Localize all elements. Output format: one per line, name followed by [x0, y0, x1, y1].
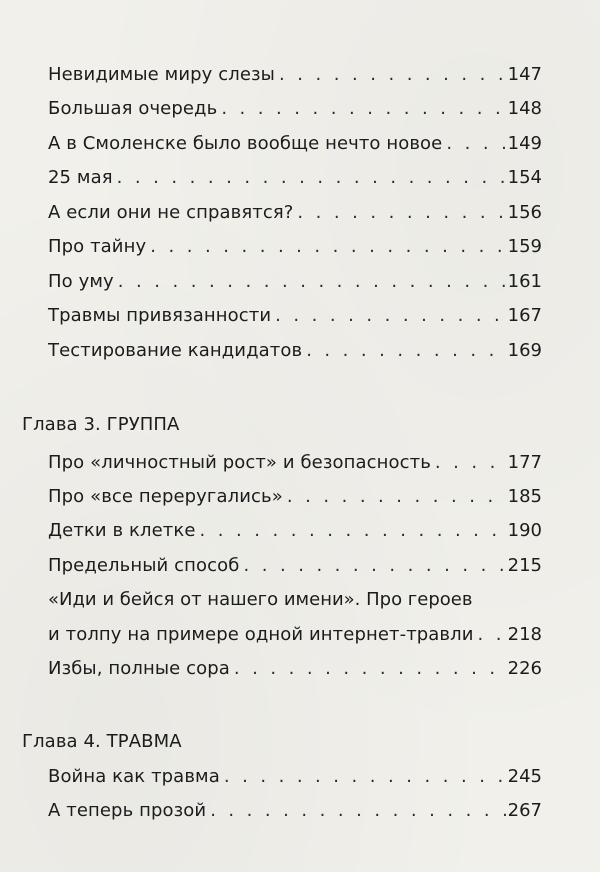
toc-entry: [48, 624, 542, 646]
dot-leader: [279, 64, 506, 86]
dot-leader: [224, 766, 506, 788]
toc-entry: [48, 452, 542, 474]
dot-leader: [117, 167, 506, 189]
dot-leader: [243, 555, 505, 577]
dot-leader: [118, 271, 506, 293]
toc-entry: [48, 766, 542, 788]
toc-entry-page: 161: [507, 271, 542, 292]
toc-entry: [48, 658, 542, 680]
dot-leader: [287, 486, 506, 508]
toc-entry-title: Большая очередь: [48, 98, 218, 119]
toc-entry-page: 167: [507, 305, 542, 326]
toc-entry-title: Тестирование кандидатов: [48, 340, 303, 361]
toc-entry: [48, 271, 542, 293]
toc-entry: [48, 340, 542, 362]
dot-leader: [150, 236, 505, 258]
dot-leader: [297, 202, 505, 224]
toc-entry-title: 25 мая: [48, 167, 113, 188]
dot-leader: [234, 658, 506, 680]
toc-entry-page: 177: [507, 452, 542, 473]
toc-entry-page: 267: [507, 800, 542, 821]
toc-entry: [48, 202, 542, 224]
dot-leader: [200, 520, 506, 542]
toc-entry-page: 156: [507, 202, 542, 223]
toc-entry-title: А теперь прозой: [48, 800, 207, 821]
toc-entry-page: 185: [507, 486, 542, 507]
toc-entry-title: По уму: [48, 271, 114, 292]
toc-entry-page: 226: [507, 658, 542, 679]
toc-entry-page: 215: [507, 555, 542, 576]
toc-entry-title: Про «личностный рост» и безопасность: [48, 452, 431, 473]
dot-leader: [478, 624, 506, 646]
toc-entry-page: 147: [507, 64, 542, 85]
toc-entry-page: 245: [507, 766, 542, 787]
toc-entry: [48, 305, 542, 327]
toc-entry: [48, 555, 542, 577]
dot-leader: [275, 305, 506, 327]
dot-leader: [221, 98, 505, 120]
toc-entry-title-line2: и толпу на примере одной интернет-травли: [48, 624, 474, 645]
toc-entry: [48, 64, 542, 86]
toc-entry-page: 148: [507, 98, 542, 119]
dot-leader: [306, 340, 505, 362]
toc-entry-page: 154: [507, 167, 542, 188]
toc-entry-title: Избы, полные сора: [48, 658, 230, 679]
toc-entry-title: Детки в клетке: [48, 520, 196, 541]
chapter-title: Глава 3. ГРУППА: [22, 414, 180, 435]
toc-entry: [48, 133, 542, 155]
toc-entry-title: Предельный способ: [48, 555, 240, 576]
toc-entry-page: 149: [507, 133, 542, 154]
dot-leader: [435, 452, 506, 474]
toc-entry-page: 218: [507, 624, 542, 645]
toc-entry-page: 190: [507, 520, 542, 541]
toc-entry: [48, 520, 542, 542]
toc-entry-title: А если они не справятся?: [48, 202, 294, 223]
dot-leader: [446, 133, 505, 155]
toc-entry-title: А в Смоленске было вообще нечто новое: [48, 133, 443, 154]
toc-entry: [48, 236, 542, 258]
toc-entry-page: 169: [507, 340, 542, 361]
toc-entry-title: Невидимые миру слезы: [48, 64, 275, 85]
toc-entry-title: Война как травма: [48, 766, 220, 787]
chapter-title: Глава 4. ТРАВМА: [22, 731, 182, 752]
toc-entry-title: Про «все переругались»: [48, 486, 283, 507]
toc-entry: [48, 486, 542, 508]
toc-entry: [48, 167, 542, 189]
dot-leader: [210, 800, 505, 822]
toc-entry: [48, 98, 542, 120]
toc-entry-title-line1: «Иди и бейся от нашего имени». Про героев: [48, 589, 473, 610]
toc-entry-title: Про тайну: [48, 236, 147, 257]
toc-entry-page: 159: [507, 236, 542, 257]
toc-entry: [48, 800, 542, 822]
chapter-heading: [22, 731, 542, 753]
toc-entry-title: Травмы привязанности: [48, 305, 272, 326]
chapter-heading: [22, 414, 542, 436]
